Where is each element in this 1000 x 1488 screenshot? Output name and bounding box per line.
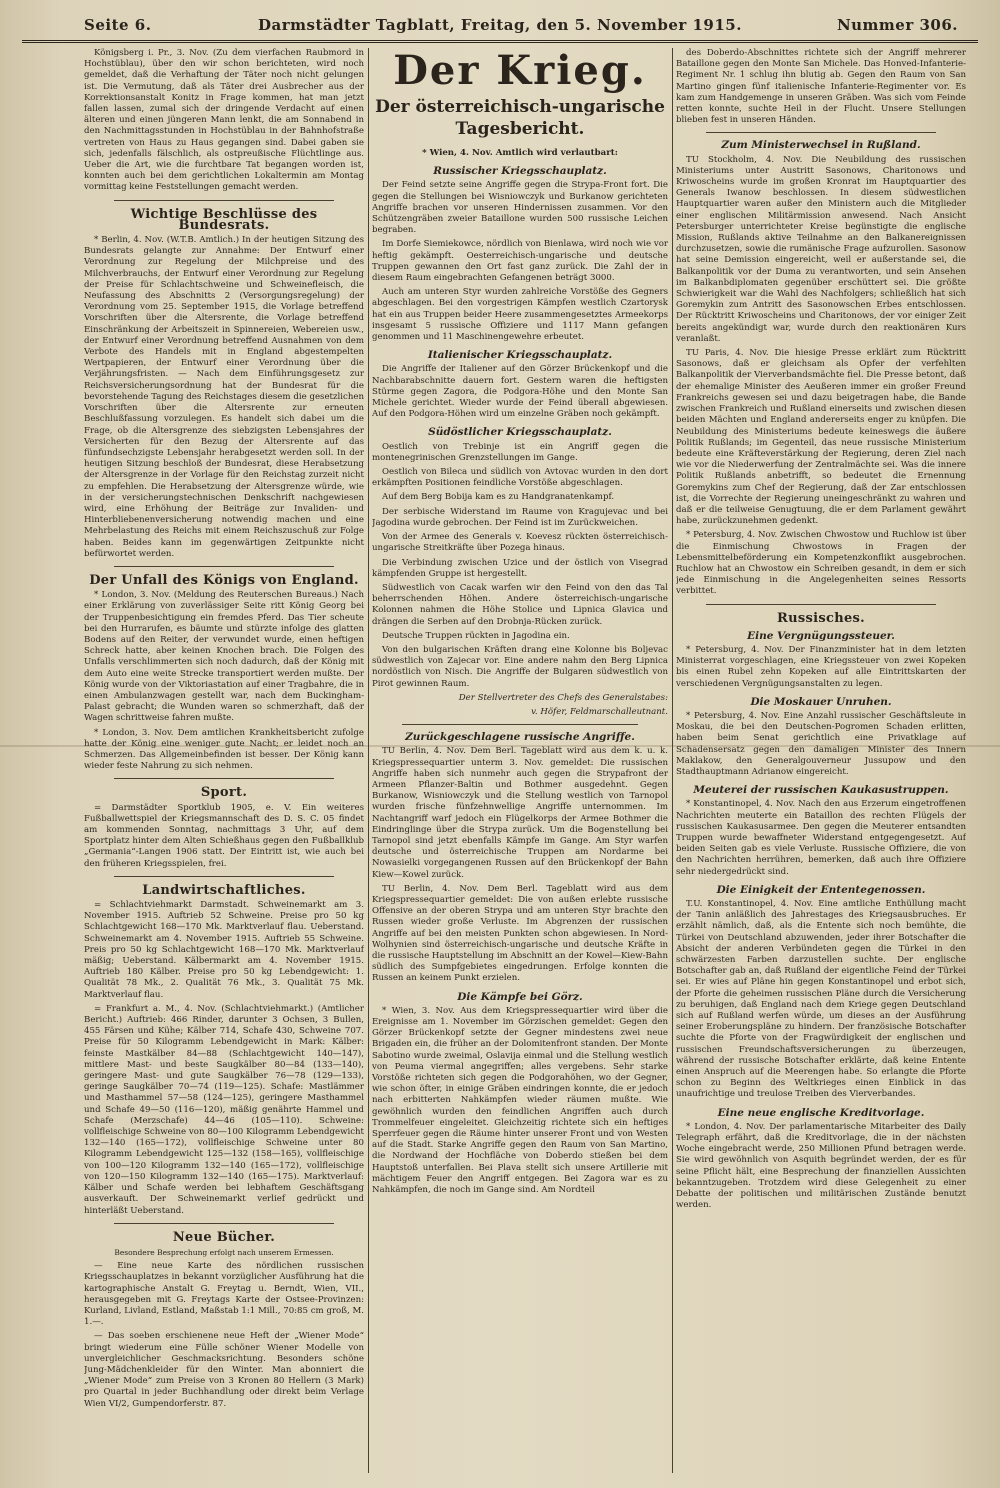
main-title: Der Krieg. — [393, 48, 647, 94]
dateline: * Wien, 4. Nov. Amtlich wird verlautbart: — [422, 148, 618, 158]
article-text: Deutsche Truppen rückten in Jagodina ein. — [382, 630, 570, 641]
subheadline: Zum Ministerwechsel in Rußland. — [721, 139, 921, 152]
article-text: * Petersburg, 4. Nov. Eine Anzahl russischer Geschäftsleute in Moskau, die bei den Deutschen-Pogromen Schaden erlitten, haben beim Senat gerichtlich eine Privatklage auf Schadensersatz gegen den damaligen Minister des Innern Maklakow, den Generalgouverneur Jussupow und den Stadthauptmann Adrianow eingereicht. — [676, 710, 966, 777]
headline: Wichtige Beschlüsse des Bundesrats. — [130, 206, 318, 233]
article-text: = Darmstädter Sportklub 1905, e. V. Ein weiteres Fußballwettspiel der Kriegsmannschaft des D. S. C. 05 findet am kommenden Sonntag, nachmittags 3 Uhr, auf dem Sportplatz hinter dem Alten Schießhaus gegen den Fußballklub „Germania“-Langen 1906 statt. Der Eintritt ist, wie auch bei den früheren Kriegsspielen, frei. — [84, 802, 364, 869]
issue-number: Nummer 306. — [836, 16, 958, 34]
subheadline: Die Moskauer Unruhen. — [750, 695, 892, 708]
subheadline: Die Einigkeit der Ententegenossen. — [716, 883, 926, 896]
subheadline: Meuterei der russischen Kaukasustruppen. — [693, 784, 949, 797]
article-text: Auf dem Berg Bobija kam es zu Handgranatenkampf. — [382, 492, 615, 503]
article-text: = Schlachtviehmarkt Darmstadt. Schweinemarkt am 3. November 1915. Auftrieb 52 Schweine. Preise pro 50 kg Schlachtgewicht 168—170 Mk. Marktverlauf flau. Ueberstand. Schweinemarkt am 4. November 1915. Auftrieb 55 Schweine. Preis pro 50 kg Schlachtgewicht 168—170 Mk. Marktverlauf mäßig; Ueberstand. Kälbermarkt am 4. November 1915. Auftrieb 180 Kälber. Preise pro 50 kg Lebendgewicht: 1. Qualität 78 Mk., 2. Qualität 76 Mk., 3. Qualität 75 Mk. Marktverlauf flau. — [84, 900, 364, 1000]
subheadline: Zurückgeschlagene russische Angriffe. — [405, 731, 635, 744]
signature: v. Höfer, Feldmarschalleutnant. — [531, 706, 668, 717]
main-subtitle: Der österreichisch-ungarische Tagesbericht. — [375, 97, 665, 139]
column-rule — [368, 48, 369, 1473]
divider — [114, 200, 334, 201]
headline: Sport. — [200, 785, 248, 801]
column-right — [676, 48, 966, 1478]
headline: Neue Bücher. — [172, 1229, 276, 1245]
article-text: TU Berlin, 4. Nov. Dem Berl. Tageblatt wird aus dem Kriegspressequartier gemeldet: Die von außen erlebte russische Offensive an der oberen Strypa und am unteren Styr brachte den Russen wieder große Verluste. Im Abgrenzen der russischen Angriffe auf bei den meisten Punkten schon abgewiesen. In Nord-Wolhynien sind österreichisch-ungarische und deutsche Kräfte in die russische Hauptstellung im Abschnitt an der Kowel—Kiew-Bahn südlich des Sumpfgebietes eingedrungen. Erfolge konnten die Russen an keinem Punkt erzielen. — [372, 883, 668, 984]
divider — [114, 778, 334, 779]
masthead: Darmstädter Tagblatt, Freitag, den 5. November 1915. — [258, 16, 742, 34]
article-text: Oestlich von Bileca und südlich von Avtovac wurden in den dort erkämpften Positionen feindliche Vorstöße abgeschlagen. — [372, 467, 668, 489]
headline: Der Unfall des Königs von England. — [89, 572, 359, 588]
divider — [706, 132, 936, 133]
article-text: * London, 3. Nov. Dem amtlichen Krankheitsbericht zufolge hatte der König eine weniger gute Nacht; er leidet noch an Schmerzen. Das Allgemeinbefinden ist besser. Der König kann wieder feste Nahrung zu sich nehmen. — [84, 727, 364, 772]
divider — [114, 876, 334, 877]
subheadline: Eine Vergnügungssteuer. — [747, 629, 895, 642]
article-text: des Doberdo-Abschnittes richtete sich der Angriff mehrerer Bataillone gegen den Monte San Michele. Das Honved-Infanterie-Regiment Nr. 1 schlug ihn blutig ab. Gegen den Raum von San Martino gingen fünf italienische Infanterie-Regimenter vor. Es kam zum Handgemenge in unseren Gräben. Was sich vom Feinde retten konnte, suchte Heil in der Flucht. Unsere Stellungen blieben fest in unseren Händen. — [676, 48, 966, 126]
column-middle — [372, 48, 668, 1478]
headline: Landwirtschaftliches. — [142, 882, 306, 898]
article-text: Der serbische Widerstand im Raume von Kragujevac und bei Jagodina wurde gebrochen. Der Feind ist im Zurückweichen. — [372, 506, 668, 528]
article-text: TU Stockholm, 4. Nov. Die Neubildung des russischen Ministeriums unter Austritt Sasonows, Charitonows und Kriwoscheins wurde im großen Kronrat im Hauptquartier des Generals Iwanow beschlossen. In diesem südwestlichen Hauptquartier waren außer den Ministern auch die Mitglieder einer englischen Militärmission anwesend. Nach Ansicht Petersburger unterrichteter Kreise begünstigte die englische Mission, Rußlands aktive Teilnahme an den Balkanereignissen durchzusetzen, sowie die rumänische Frage aufzurollen. Sasonow hat seine Demission eingereicht, weil er außerstande sei, die Balkanpolitik vor der Duma zu verantworten, und sein Ansehen im Balkanbdiplomaten gegenüber erschüttert sei. Die größte Schwierigkeit war die Wahl des Nachfolgers; schließlich hat sich Goremykin zum Antritt des Sasonowschen Erbes entschlossen. Der Rücktritt Kriwoscheins und Charitonows, der vor einiger Zeit bereits angekündigt war, wurde durch den reaktionären Kurs veranlaßt. — [676, 154, 966, 344]
column-left — [84, 48, 364, 1478]
divider — [114, 1223, 334, 1224]
article-text: * Wien, 3. Nov. Aus dem Kriegspressequartier wird über die Ereignisse am 1. November im Görzischen gemeldet: Gegen den Görzer Brückenkopf setzte der Gegner mindestens zwei neue Brigaden ein, die früher an der Dolomitenfront standen. Der Monte Sabotino wurde zweimal, Oslavija einmal und die Stellung westlich von Peuma viermal angegriffen; alles vergebens. Sehr starke Vorstöße richteten sich gegen die Podgorahöhen, wo der Gegner, wie schon öfter, in einige Gräben eindringen konnte, die er jedoch nach erbitterten Nahkämpfen wieder räumen mußte. Wie gewöhnlich wurden den feindlichen Angriffen auch durch Trommelfeuer eingeleitet. Gleichzeitig richtete sich ein heftiges Sperrfeuer gegen die Räume hinter unserer Front und von Westen auf die Stadt. Starke Angriffe gegen den Raum von San Martino, die Nordwand der Hochfläche von Doberdo stießen bei dem Hauptstoß unterfallen. Bei Plava stellt sich unsere Artillerie mit mächtigem Feuer den Angriff entgegen. Bei Zagora war es zu Nahkämpfen, die noch im Gange sind. Am Nordteil — [372, 1005, 668, 1196]
article-text: = Frankfurt a. M., 4. Nov. (Schlachtviehmarkt.) (Amtlicher Bericht.) Auftrieb: 466 Rinder, darunter 3 Ochsen, 3 Bullen, 455 Färsen und Kühe; Kälber 714, Schafe 430, Schweine 707. Preise für 50 Kilogramm Lebendgewicht in Mark: Kälber: feinste Mastkälber 84—88 (Schlachtgewicht 140—147), mittlere Mast- und beste Saugkälber 80—84 (133—140), geringere Mast- und gute Saugkälber 76—78 (129—133), geringe Saugkälber 70—74 (119—125). Schafe: Mastlämmer und Masthammel 57—58 (124—125), geringere Masthammel und Schafe 49—50 (116—120), mäßig genährte Hammel und Schafe (Merzschafe) 44—46 (105—110). Schweine: vollfleischige Schweine von 80—100 Kilogramm Lebendgewicht 132—140 (165—172), vollfleischige Schweine unter 80 Kilogramm Lebendgewicht 125—132 (158—165), vollfleischige von 100—120 Kilogramm 132—140 (165—172), vollfleischige von 120—150 Kilogramm 132—140 (165—175). Marktverlauf: Kälber und Schafe werden bei lebhaftem Geschäftsgang ausverkauft. Der Schweinemarkt verlief gedrückt und hinterläßt Ueberstand. — [84, 1003, 364, 1216]
article-text: TU Paris, 4. Nov. Die hiesige Presse erklärt zum Rücktritt Sasonows, daß er gleichsam als Opfer der verfehlten Balkanpolitik der Vierverbandsmächte fiel. Die Presse betont, daß der ehemalige Minister des Aeußeren immer ein großer Freund Frankreichs gewesen sei und dazu beigetragen habe, die Bande zwischen Frankreich und Rußland einerseits und zwischen diesen beiden Mächten und England andererseits enger zu knüpfen. Die Neubildung des Ministeriums bedeute keineswegs die äußere Politik Rußlands; im Gegenteil, das neue russische Ministerium bedeute eine Kräfteverstärkung der Regierung, deren Ziel nach wie vor die Niederwerfung der Zentralmächte sei. Was die innere Politik Rußlands anbetrifft, so bedeutet die Ernennung Goremykins zum Chef der Regierung, daß der Zar entschlossen ist, die Vorrechte der Regierung uneingeschränkt zu wahren und daß er die teilweise Genugtuung, die er dem Parlament gewährt habe, zurückzunehmen gedenkt. — [676, 348, 966, 527]
divider — [114, 566, 334, 567]
signature: Der Stellvertreter des Chefs des Generalstabes: — [458, 692, 668, 703]
article-text: * Petersburg, 4. Nov. Der Finanzminister hat in dem letzten Ministerrat vorgeschlagen, eine Kriegssteuer von zwei Kopeken bis einen Rubel zehn Kopeken auf alle Eintrittskarten der verschiedenen Vergnügungsanstalten zu legen. — [676, 644, 966, 689]
article-text: Von der Armee des Generals v. Koevesz rückten österreichisch-ungarische Streitkräfte über Pozega hinaus. — [372, 532, 668, 554]
article-text: — Eine neue Karte des nördlichen russischen Kriegsschauplatzes in bekannt vorzüglicher Ausführung hat die kartographische Anstalt G. Freytag u. Berndt, Wien, VII., herausgegeben mit G. Freytags Karte der Ostsee-Provinzen: Kurland, Livland, Estland, Maßstab 1:1 Mill., 70:85 cm groß, M. 1.—. — [84, 1261, 364, 1328]
subheadline: Italienischer Kriegsschauplatz. — [427, 349, 613, 362]
article-text: Südwestlich von Cacak warfen wir den Feind von den das Tal beherrschenden Höhen. Andere österreichisch-ungarische Kolonnen nahmen die Höhe Stolice und Lipnica Glavica und drängen die Serben auf den Drobnja-Rücken zurück. — [372, 582, 668, 627]
article-text: Oestlich von Trebinje ist ein Angriff gegen die montenegrinischen Grenzstellungen im Gange. — [372, 441, 668, 463]
article-text: — Das soeben erschienene neue Heft der „Wiener Mode“ bringt wiederum eine Fülle schöner Wiener Modelle von unvergleichlicher Geschmacksrichtung. Besonders schöne Jung-Mädchenkleider für den Winter. Man abonniert die „Wiener Mode“ zum Preise von 3 Kronen 80 Hellern (3 Mark) pro Quartal in jeder Buchhandlung oder direkt beim Verlage Wien VI/2, Gumpendorferstr. 87. — [84, 1331, 364, 1409]
article-text: Königsberg i. Pr., 3. Nov. (Zu dem vierfachen Raubmord in Hochstüblau), über den wir schon berichteten, wird noch gemeldet, daß die Verhaftung der Täter noch nicht gelungen ist. Die Vermutung, daß als Täter drei Ausbrecher aus der Korrektionsanstalt Konitz in Frage kommen, hat man jetzt fallen lassen, zumal sich der dringende Verdacht auf einen älteren und einen jüngeren Mann lenkt, die am Sonnabend in den Nachmittagsstunden in Hochstüblau in der Bahnhofstraße vertreten von Haus zu Haus gegangen sind. Dabei gaben sie sich, jedenfalls fälschlich, als ostpreußische Flüchtlinge aus. Ueber die Art, wie die furchtbare Tat begangen worden ist, konnten auch bei dem gerichtlichen Lokaltermin am Montag vormittag keine Feststellungen gemacht werden. — [84, 48, 364, 193]
article-text: Die Angriffe der Italiener auf den Görzer Brückenkopf und die Nachbarabschnitte dauern fort. Gestern waren die heftigsten Stürme gegen Zagora, die Podgora-Höhe und den Monte San Michele gerichtet. Wieder wurde der Feind überall abgewiesen. Auf den Podgora-Höhen wird um einzelne Gräben noch gekämpft. — [372, 364, 668, 420]
article-text: Im Dorfe Siemiekowce, nördlich von Bienlawa, wird noch wie vor heftig gekämpft. Oesterreichisch-ungarische und deutsche Truppen gewannen den Ort fast ganz zurück. Die Zahl der in diesem Raum eingebrachten Gefangenen beträgt 3000. — [372, 239, 668, 284]
subheadline: Die Kämpfe bei Görz. — [457, 990, 583, 1003]
subheadline: Russischer Kriegsschauplatz. — [433, 165, 607, 178]
divider — [706, 604, 936, 605]
subheadline: Südöstlicher Kriegsschauplatz. — [428, 426, 612, 439]
article-text: T.U. Konstantinopel, 4. Nov. Eine amtliche Enthüllung macht der Tanin anläßlich des Jahrestages des Kriegsausbruches. Er erzählt nämlich, daß, als die Entente sich noch bemühte, die Türkei von Deutschland abzuwenden, jeder ihrer Botschafter die Absicht der anderen Verbündeten gegen die Türkei in den schwärzesten Farben darzustellen suchte. Der englische Botschafter gab an, daß Rußland der eigentliche Feind der Türkei sei. Er wies auf Pläne hin gegen Konstantinopel und erbot sich, der Pforte die geheimen russischen Pläne durch die Versicherung zu beruhigen, daß England nach dem Kriege gegen Deutschland sich auf Rußland werfen würde, um dieses an der Ausführung seiner Eroberungspläne zu hindern. Der französische Botschafter suchte die Pforte von der Fragwürdigkeit der englischen und russischen Freundschaftsversicherungen zu überzeugen, während der russische Botschafter erklärte, daß keine Entente einen Anspruch auf die Meerengen habe. So erlangte die Pforte schon zu Beginn des Weltkrieges einen Einblick in das unaufrichtige und treulose Treiben des Vierverbandes. — [676, 899, 966, 1100]
column-rule — [672, 48, 673, 1473]
article-text: TU Berlin, 4. Nov. Dem Berl. Tageblatt wird aus dem k. u. k. Kriegspressequartier unterm 3. Nov. gemeldet: Die russischen Angriffe haben sich nunmehr auch gegen die Strypafront der Armeen Pflanzer-Baltin und Bothmer ausgedehnt. Gegen Burkanow, Wisniowczyk und die Stellung westlich von Tarnopol wurden frische fünfzehnwellige Angriffe unternommen. Im Nachtangriff warf jedoch ein Flügelkorps der Armee Bothmer die Eindringlinge über die Strypa zurück. Um die Bogenstellung bei Tarnopol sind jetzt ebenfalls Kämpfe im Gange. Am Styr warfen deutsche und österreichische Truppen am Nordarme bei Nowasielki vorgegangenen Russen auf den Brückenkopf der Bahn Kiew—Kowel zurück. — [372, 746, 668, 880]
article-text: * Berlin, 4. Nov. (W.T.B. Amtlich.) In der heutigen Sitzung des Bundesrats gelangte zur Annahme: Der Entwurf einer Verordnung zur Regelung der Milchpreise und des Milchverbrauchs, der Entwurf einer Verordnung zur Regelung der Preise für Schlachtschweine und Schweinefleisch, die Neufassung des Abschnitts 2 (Versorgungsregelung) der Verordnung vom 25. September 1915, die Vorlage betreffend Vorschriften über die Altersrente, die Vorlage betreffend Einschränkung der Arbeitszeit in Spinnereien, Webereien usw., der Entwurf einer Verordnung betreffend Ausnahmen von dem Verbote des Handels mit in England abgestempelten Wertpapieren, der Entwurf einer Verordnung über die Verjährungsfristen. — Nach dem Einführungsgesetz zur Reichsversicherungsordnung hat der Bundesrat für die bevorstehende Tagung des Reichstages diesem die gesetzlichen Vorschriften über die Altersrente zur erneuten Beschlußfassung vorzulegen. Es handelt sich dabei um die Frage, ob die Altersgrenze des siebzigsten Lebensjahres der Versicherten für den Bezug der Altersrente auf das fünfundsechzigste Lebensjahr herabgesetzt werden soll. In der heutigen Sitzung beschloß der Bundesrat, diese Herabsetzung der Altersgrenze in der Vorlage für den Reichstag zurzeit nicht zu empfehlen. Die Herabsetzung der Altersgrenze würde, wie in der versicherungstechnischen Denkschrift nachgewiesen wird, eine Erhöhung der Beiträge zur Invaliden- und Hinterbliebenenversicherung notwendig machen und eine Mehrbelastung des Reichs mit einem Reichszuschuß zur Folge haben. Beides kann im gegenwärtigen Zeitpunkte nicht befürwortet werden. — [84, 235, 364, 559]
article-text: * Petersburg, 4. Nov. Zwischen Chwostow und Ruchlow ist über die Einmischung Chwostows in Fragen der Lebensmittelbeförderung ein Kompetenzkonflikt ausgebrochen. Ruchlow hat an Chwostow ein Schreiben gesandt, in dem er sich jede Einmischung in die Angelegenheiten seines Ressorts verbittet. — [676, 530, 966, 597]
article-text: Die Verbindung zwischen Uzice und der östlich von Visegrad kämpfenden Gruppe ist hergestellt. — [372, 557, 668, 579]
headline: Russisches. — [777, 610, 865, 626]
section-note: Besondere Besprechung erfolgt nach unserem Ermessen. — [114, 1247, 334, 1257]
page-number: Seite 6. — [84, 16, 152, 34]
divider — [402, 724, 638, 725]
article-text: Auch am unteren Styr wurden zahlreiche Vorstöße des Gegners abgeschlagen. Bei den vorgestrigen Kämpfen westlich Czartorysk hat ein aus Truppen beider Heere zusammengesetztes Armeekorps insgesamt 5 russische Offiziere und 1117 Mann gefangen genommen und 11 Maschinengewehre erbeutet. — [372, 287, 668, 343]
subheadline: Eine neue englische Kreditvorlage. — [717, 1106, 925, 1119]
article-text: Der Feind setzte seine Angriffe gegen die Strypa-Front fort. Die gegen die Stellungen bei Wisniowczyk und Burkanow gerichteten Angriffe brachen vor unseren Hindernissen zusammen. Vor den Schützengräben zweier Bataillone wurden 500 russische Leichen begraben. — [372, 180, 668, 236]
page-header — [22, 10, 978, 43]
article-text: * London, 3. Nov. (Meldung des Reuterschen Bureaus.) Nach einer Erklärung von zuverlässiger Seite ritt König Georg bei der Truppenbesichtigung ein fremdes Pferd. Das Tier scheute bei den Hurrarufen, es bäumte und stürzte infolge des glatten Bodens auf den Reiter, der verwundet wurde, einen heftigen Schreck hatte, aber keinen Knochen brach. Die Folgen des Unfalls verschlimmerten sich noch dadurch, daß der König mit dem Auto eine weite Strecke transportiert werden mußte. Der König wurde von der Viktoriastation auf einer Tragbahre, die in einen Ambulanzwagen gestellt war, nach dem Buckingham-Palast gebracht; die Wunden waren so schmerzhaft, daß der Wagen schrittweise fahren mußte. — [84, 590, 364, 724]
article-text: * London, 4. Nov. Der parlamentarische Mitarbeiter des Daily Telegraph erfährt, daß die Kreditvorlage, die in der nächsten Woche eingebracht werde, 250 Millionen Pfund betragen werde. Sie wird gewöhnlich von Asquith begründet werden, der es für seine Pflicht hält, eine Besprechung der finanziellen Aussichten bekanntzugeben. Trotzdem wird diese Gelegenheit zu einer Debatte der politischen und militärischen Zustände benutzt werden. — [676, 1121, 966, 1211]
article-text: * Konstantinopel, 4. Nov. Nach den aus Erzerum eingetroffenen Nachrichten meuterte ein Bataillon des rechten Flügels der russischen Kaukasusarmee. Den gegen die Meuterer entsandten Truppen wurde bewaffneter Widerstand entgegengesetzt. Auf beiden Seiten gab es viele Verluste. Russische Offiziere, die von den Nachrichten herrühren, bemerken, daß auch ihre Offiziere sehr niedergedrückt sind. — [676, 799, 966, 877]
article-text: Von den bulgarischen Kräften drang eine Kolonne bis Boljevac südwestlich von Zajecar vor. Eine andere nahm den Berg Lipnica nordöstlich von Nisch. Die Angriffe der Bulgaren südwestlich von Pirot gewinnen Raum. — [372, 644, 668, 689]
